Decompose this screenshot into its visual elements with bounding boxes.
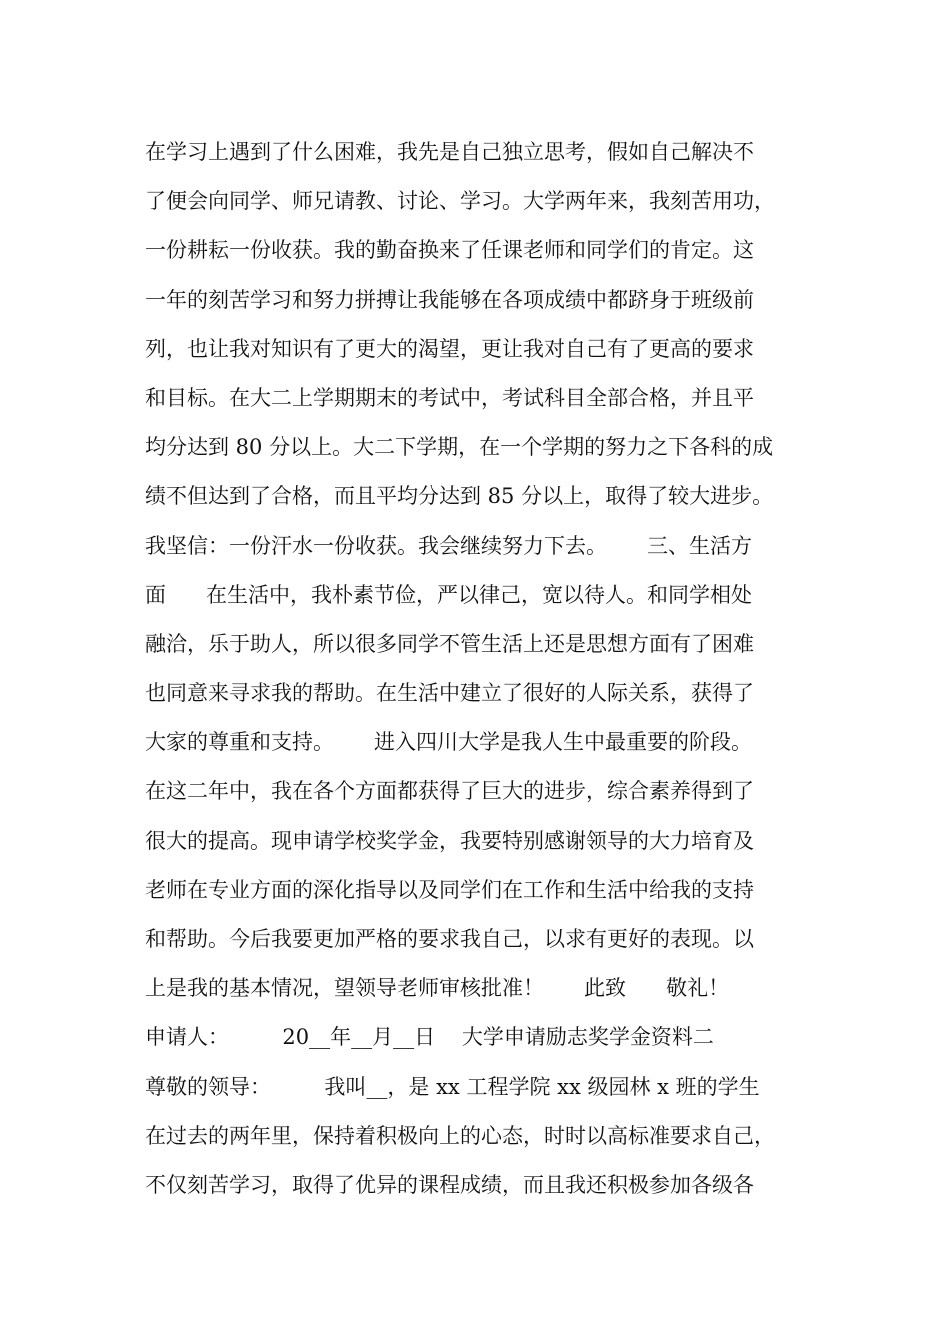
text-line: 不仅刻苦学习，取得了优异的课程成绩，而且我还积极参加各级各 (145, 1172, 754, 1197)
text-line: 在学习上遇到了什么困难，我先是自己独立思考，假如自己解决不 (145, 140, 754, 164)
text-line: 和帮助。今后我要更加严格的要求我自己，以求有更好的表现。以 (145, 927, 754, 951)
text-line: 了便会向同学、师兄请教、讨论、学习。大学两年来，我刻苦用功， (145, 189, 775, 214)
text-line: 也同意来寻求我的帮助。在生活中建立了很好的人际关系，获得了 (145, 681, 754, 706)
text-line: 很大的提高。现申请学校奖学金，我要特别感谢领导的大力培育及 (145, 828, 754, 853)
text-line: 列，也让我对知识有了更大的渴望，更让我对自己有了更高的要求 (145, 336, 754, 361)
text-line: 绩不但达到了合格，而且平均分达到 85 分以上，取得了较大进步。 (145, 484, 774, 509)
text-line: 大家的尊重和支持。 进入四川大学是我人生中最重要的阶段。 (145, 730, 753, 755)
text-line: 一年的刻苦学习和努力拼搏让我能够在各项成绩中都跻身于班级前 (145, 287, 754, 312)
text-line: 面 在生活中，我朴素节俭，严以律己，宽以待人。和同学相处 (145, 582, 753, 607)
text-line: 在过去的两年里，保持着积极向上的心态，时时以高标准要求自己， (145, 1123, 775, 1148)
text-line: 和目标。在大二上学期期末的考试中，考试科目全部合格，并且平 (145, 385, 754, 410)
text-line: 老师在专业方面的深化指导以及同学们在工作和生活中给我的支持 (145, 877, 754, 902)
text-line: 在这二年中，我在各个方面都获得了巨大的进步，综合素养得到了 (145, 779, 754, 804)
text-line: 尊敬的领导： 我叫__，是 xx 工程学院 xx 级园林 x 班的学生 (145, 1074, 760, 1099)
text-line: 我坚信：一份汗水一份收获。我会继续努力下去。 三、生活方 (145, 533, 753, 558)
text-line: 均分达到 80 分以上。大二下学期，在一个学期的努力之下各科的成 (145, 435, 774, 460)
text-line: 申请人： 20__年__月__日 大学申请励志奖学金资料二 (145, 1025, 714, 1050)
text-line: 融洽，乐于助人，所以很多同学不管生活上还是思想方面有了困难 (145, 631, 754, 656)
text-line: 一份耕耘一份收获。我的勤奋换来了任课老师和同学们的肯定。这 (145, 238, 754, 263)
text-line: 上是我的基本情况，望领导老师审核批准！ 此致 敬礼！ (145, 976, 730, 1001)
body-text (145, 128, 825, 1210)
